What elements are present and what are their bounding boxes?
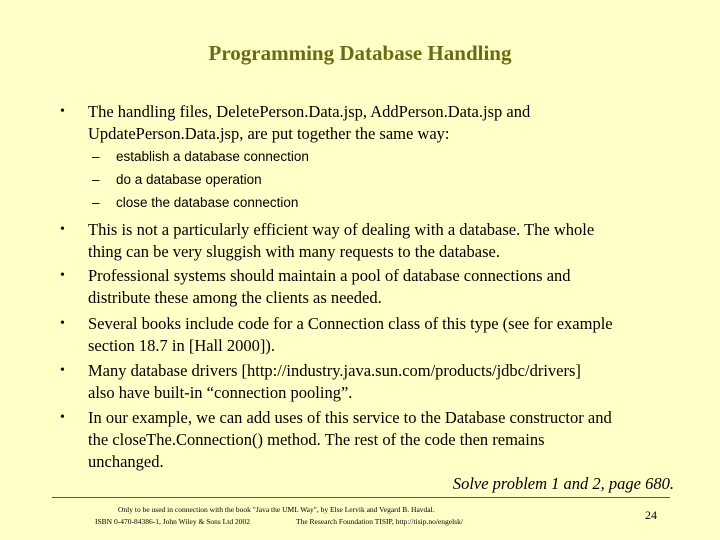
bullet-line: unchanged. — [88, 452, 164, 471]
sub-item-text: close the database connection — [116, 195, 299, 210]
page-number: 24 — [645, 508, 657, 522]
footer-isbn: ISBN 0-470-84386-1, John Wiley & Sons Ltd 2002 — [95, 517, 250, 526]
bullet-line: Professional systems should maintain a pool of database connections and — [88, 266, 571, 285]
bullet-line: thing can be very sluggish with many requests to the database. — [88, 242, 500, 261]
bullet-line: the closeThe.Connection() method. The rest of the code then remains — [88, 430, 545, 449]
bullet-line: Many database drivers [http://industry.java.sun.com/products/jdbc/drivers] — [88, 361, 581, 380]
bullet-line: Several books include code for a Connection class of this type (see for example — [88, 314, 613, 333]
dash-icon: – — [92, 172, 100, 187]
slide-title: Programming Database Handling — [208, 41, 512, 65]
bullet-line: The handling files, DeletePerson.Data.jsp, AddPerson.Data.jsp and — [88, 102, 531, 121]
sub-item-text: establish a database connection — [116, 149, 309, 164]
sub-item-text: do a database operation — [116, 172, 262, 187]
bullet-line: UpdatePerson.Data.jsp, are put together the same way: — [88, 124, 450, 143]
bullet-icon: • — [60, 268, 65, 283]
bullet-line: In our example, we can add uses of this service to the Database constructor and — [88, 408, 612, 427]
bullet-icon: • — [60, 410, 65, 425]
footer-divider — [52, 497, 670, 498]
footer-copyright: Only to be used in connection with the book "Java the UML Way", by Else Lervik and Vegard B. Havdal. — [118, 505, 435, 514]
problem-note: Solve problem 1 and 2, page 680. — [452, 474, 674, 493]
bullet-line: section 18.7 in [Hall 2000]). — [88, 336, 275, 355]
bullet-line: also have built-in “connection pooling”. — [88, 383, 353, 402]
dash-icon: – — [92, 149, 100, 164]
footer-link[interactable]: The Research Foundation TISIP, http://tisip.no/engelsk/ — [296, 517, 463, 526]
dash-icon: – — [92, 195, 100, 210]
bullet-icon: • — [60, 363, 65, 378]
bullet-icon: • — [60, 222, 65, 237]
bullet-icon: • — [60, 316, 65, 331]
bullet-line: This is not a particularly efficient way of dealing with a database. The whole — [88, 220, 595, 239]
bullet-icon: • — [60, 104, 65, 119]
bullet-line: distribute these among the clients as needed. — [88, 288, 382, 307]
